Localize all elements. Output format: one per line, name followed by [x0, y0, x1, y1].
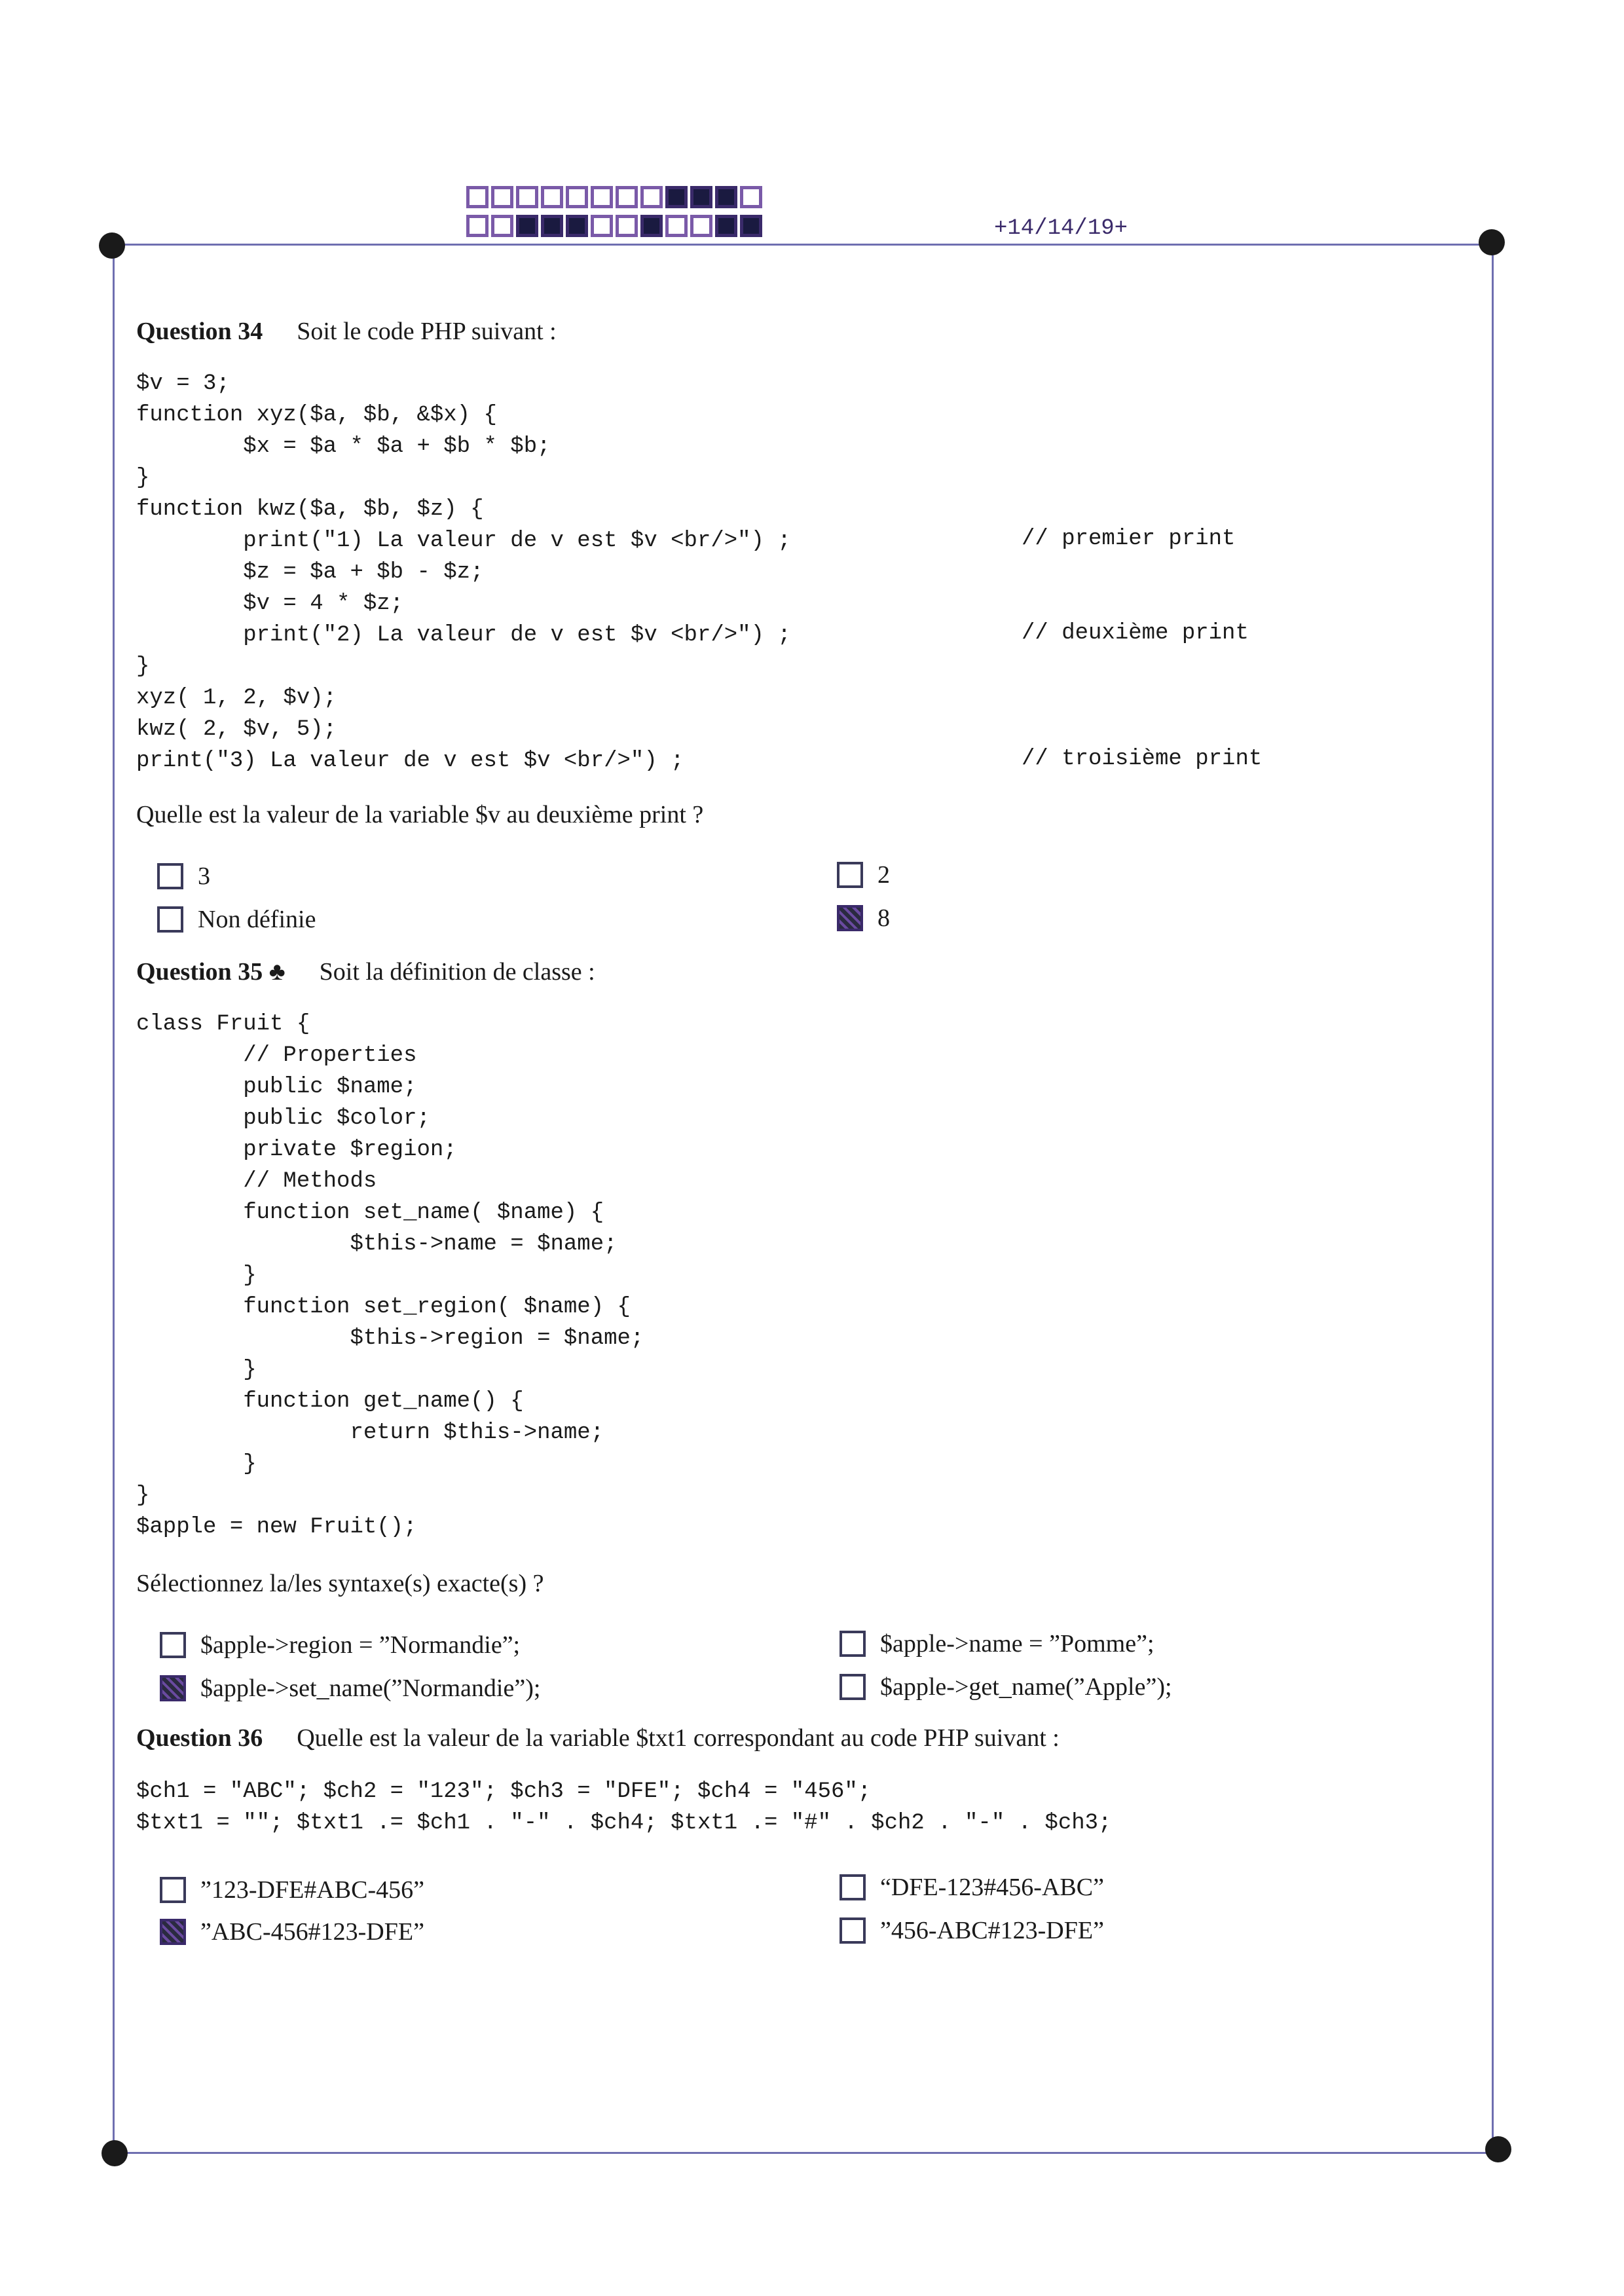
q34-choice-2[interactable]: [837, 861, 890, 889]
question-35-prompt: Sélectionnez la/les syntaxe(s) exacte(s) ?: [136, 1570, 544, 1597]
choice-label: ”ABC-456#123-DFE”: [200, 1918, 424, 1946]
choice-label: 3: [198, 862, 210, 890]
checkbox[interactable]: [160, 1632, 186, 1658]
question-35-text: Soit la définition de classe :: [319, 958, 595, 986]
page-id: +14/14/19+: [994, 216, 1128, 241]
checkbox[interactable]: [157, 906, 183, 933]
frame-bottom: [113, 2152, 1492, 2154]
q34-choice-non-definie[interactable]: [157, 905, 316, 934]
barcode-cell: [715, 215, 737, 237]
question-34-text: Soit le code PHP suivant :: [297, 318, 557, 345]
question-34-prompt: Quelle est la valeur de la variable $v au deuxième print ?: [136, 801, 704, 828]
question-34-header: [136, 317, 557, 346]
checkbox[interactable]: [840, 1917, 866, 1944]
checkbox[interactable]: [837, 862, 863, 888]
corner-mark-top-right: [1479, 229, 1505, 255]
barcode-cell: [665, 186, 688, 208]
barcode-cell: [740, 186, 762, 208]
barcode-cell: [690, 215, 712, 237]
barcode-cell: [591, 215, 613, 237]
q36-choice-1[interactable]: [160, 1876, 424, 1904]
choice-label: 2: [877, 861, 890, 889]
barcode-cell: [616, 215, 638, 237]
barcode-cell: [715, 186, 737, 208]
barcode-cell: [491, 215, 513, 237]
frame-top: [113, 244, 1492, 246]
question-35-header: [136, 957, 595, 986]
q36-choice-2[interactable]: [840, 1873, 1104, 1902]
choice-label: 8: [877, 904, 890, 932]
question-36-label: Question 36: [136, 1724, 263, 1752]
checkbox-checked[interactable]: [160, 1675, 186, 1701]
corner-mark-top-left: [99, 232, 125, 259]
choice-label: ”456-ABC#123-DFE”: [880, 1917, 1104, 1944]
barcode-cell: [541, 186, 563, 208]
barcode-cell: [466, 186, 489, 208]
q34-choice-8[interactable]: [837, 904, 890, 933]
corner-mark-bottom-left: [101, 2140, 128, 2166]
choice-label: $apple->name = ”Pomme”;: [880, 1630, 1154, 1657]
question-35-code: class Fruit { // Properties public $name; public $color; private $region; // Methods function set_name( $name) { $this->name = $name; } function set_region( $name) { $this->region = $name; } function get_name() { return $this->name; } } $apple = new Fruit();: [136, 1012, 644, 1540]
choice-label: $apple->region = ”Normandie”;: [200, 1631, 521, 1659]
question-36-code: $ch1 = "ABC"; $ch2 = "123"; $ch3 = "DFE"; $ch4 = "456"; $txt1 = ""; $txt1 .= $ch1 . "-" . $ch4; $txt1 .= "#" . $ch2 . "-" . $ch3;: [136, 1779, 1112, 1836]
checkbox[interactable]: [840, 1674, 866, 1700]
choice-label: Non définie: [198, 906, 316, 933]
choice-label: $apple->get_name(”Apple”);: [880, 1673, 1172, 1701]
q36-choice-4[interactable]: [840, 1916, 1104, 1945]
barcode-row-2: [466, 215, 762, 237]
barcode-cell: [466, 215, 489, 237]
q36-choice-3[interactable]: [160, 1917, 424, 1946]
barcode-cell: [541, 215, 563, 237]
question-36-header: [136, 1724, 1060, 1752]
choice-label: $apple->set_name(”Normandie”);: [200, 1675, 541, 1702]
q35-choice-set-name[interactable]: [160, 1674, 540, 1703]
checkbox[interactable]: [840, 1874, 866, 1900]
barcode-cell: [516, 186, 538, 208]
question-34-code: $v = 3; function xyz($a, $b, &$x) { $x = $a * $a + $b * $b; } function kwz($a, $b, $z) { print("1) La valeur de v est $v <br/>") ; $z = $a + $b - $z; $v = 4 * $z; print("2) La valeur de v est $v <br/>") ; } xyz( 1, 2, $v); kwz( 2, $v, 5); print("3) La valeur de v est $v <br/>") ;: [136, 371, 791, 773]
barcode-cell: [566, 186, 588, 208]
checkbox[interactable]: [157, 863, 183, 889]
corner-mark-bottom-right: [1485, 2136, 1511, 2162]
question-35-label: Question 35 ♣: [136, 958, 286, 986]
barcode-cell: [616, 186, 638, 208]
barcode-cell: [566, 215, 588, 237]
checkbox[interactable]: [160, 1877, 186, 1903]
choice-label: ”123-DFE#ABC-456”: [200, 1876, 424, 1904]
q34-choice-3[interactable]: [157, 862, 210, 891]
barcode-cell: [491, 186, 513, 208]
q35-choice-name[interactable]: [840, 1629, 1154, 1658]
barcode-cell: [740, 215, 762, 237]
comment-deuxieme-print: // deuxième print: [1022, 621, 1249, 646]
barcode-cell: [591, 186, 613, 208]
barcode-row-1: [466, 186, 762, 208]
comment-troisieme-print: // troisième print: [1022, 747, 1263, 771]
checkbox-checked[interactable]: [837, 905, 863, 931]
checkbox-checked[interactable]: [160, 1919, 186, 1945]
barcode-cell: [640, 215, 663, 237]
question-36-text: Quelle est la valeur de la variable $txt1 correspondant au code PHP suivant :: [297, 1724, 1060, 1752]
barcode-cell: [516, 215, 538, 237]
q35-choice-get-name[interactable]: [840, 1673, 1172, 1701]
frame-right: [1492, 244, 1494, 2151]
comment-premier-print: // premier print: [1022, 527, 1236, 551]
choice-label: “DFE-123#456-ABC”: [880, 1874, 1104, 1901]
barcode-cell: [690, 186, 712, 208]
barcode-cell: [640, 186, 663, 208]
q35-choice-region[interactable]: [160, 1631, 520, 1659]
barcode-cell: [665, 215, 688, 237]
checkbox[interactable]: [840, 1631, 866, 1657]
frame-left: [113, 244, 115, 2154]
question-34-label: Question 34: [136, 318, 263, 345]
